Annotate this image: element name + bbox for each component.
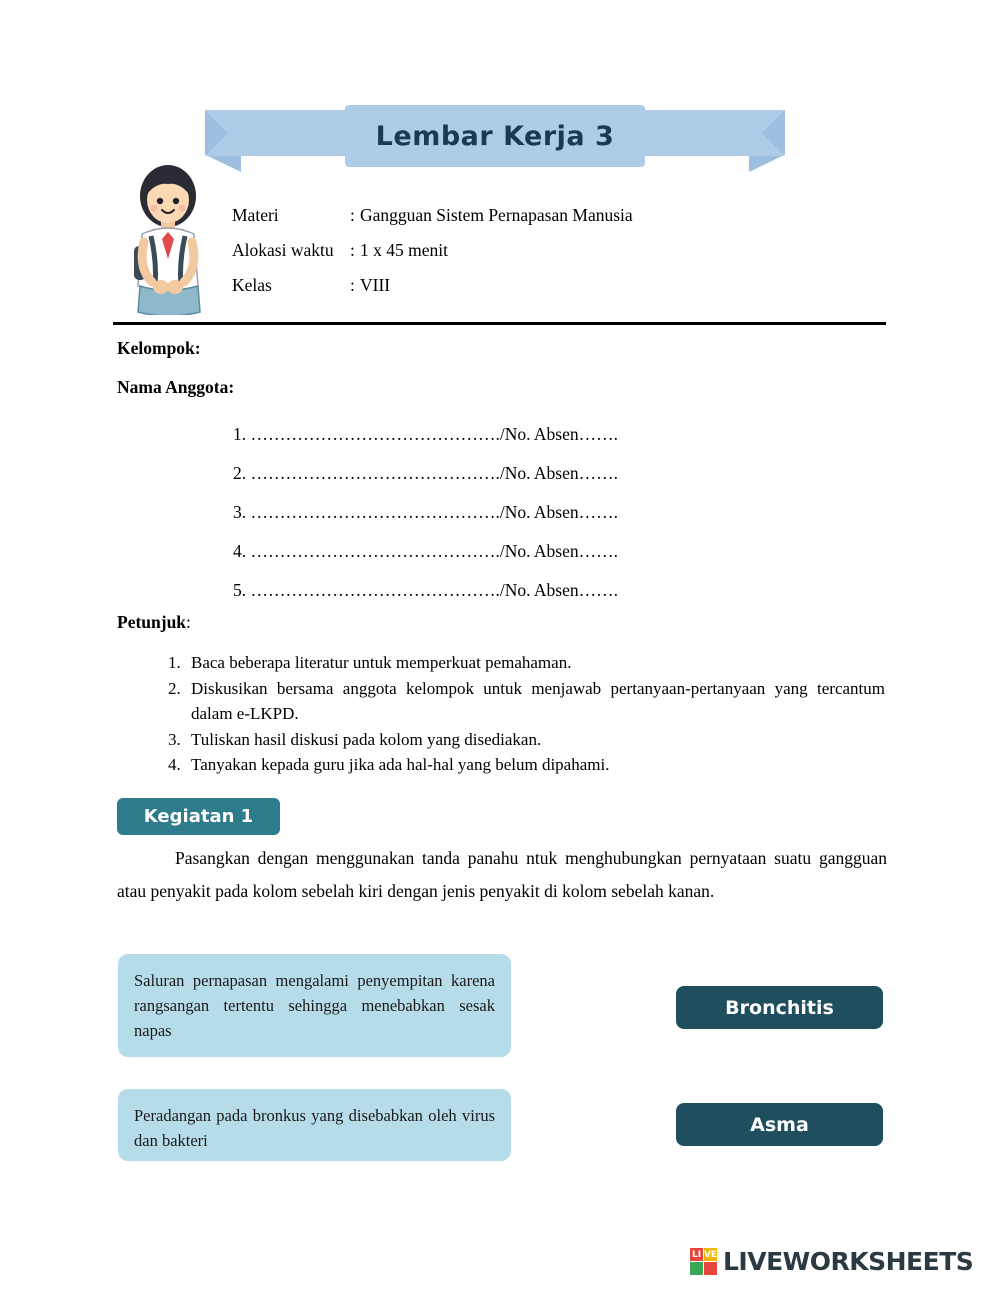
header-divider bbox=[113, 322, 886, 325]
banner-center bbox=[345, 105, 645, 167]
member-list bbox=[233, 415, 618, 610]
header-sep-materi: : bbox=[350, 205, 355, 225]
header-row-kelas bbox=[232, 268, 633, 303]
kegiatan-instruction: Pasangkan dengan menggunakan tanda panahu ntuk menghubungkan pernyataan suatu gangguan atau penyakit pada kolom sebelah kiri dengan jenis penyakit di kolom sebelah kanan. bbox=[117, 848, 887, 901]
list-item: 3. Tuliskan hasil diskusi pada kolom yang disediakan. bbox=[185, 727, 885, 753]
petunjuk-list bbox=[160, 650, 885, 778]
header-label-kelas: Kelas bbox=[232, 275, 272, 295]
logo-wordmark: LIVEWORKSHEETS bbox=[723, 1247, 974, 1276]
header-row-materi bbox=[232, 198, 633, 233]
logo-square-ve: VE bbox=[703, 1249, 718, 1260]
header-label-alokasi-waktu: Alokasi waktu bbox=[232, 240, 334, 260]
nama-anggota-label: Nama Anggota: bbox=[117, 377, 235, 397]
title-banner bbox=[200, 105, 790, 177]
header-sep-kelas: : bbox=[350, 275, 355, 295]
header-value-materi: Gangguan Sistem Pernapasan Manusia bbox=[360, 205, 633, 225]
kelompok-label: Kelompok: bbox=[117, 338, 201, 358]
answer-box-bronchitis[interactable]: Bronchitis bbox=[676, 986, 883, 1029]
header-label-materi: Materi bbox=[232, 205, 279, 225]
list-item[interactable]: 1. ……………………………………./No. Absen……. bbox=[233, 424, 618, 444]
kegiatan-badge-label: Kegiatan 1 bbox=[143, 806, 254, 827]
list-item: 4. Tanyakan kepada guru jika ada hal-hal yang belum dipahami. bbox=[185, 752, 885, 778]
header-info bbox=[232, 198, 633, 303]
header-value-kelas: VIII bbox=[360, 275, 391, 295]
kegiatan-badge bbox=[117, 798, 280, 835]
logo-square-4 bbox=[704, 1262, 717, 1275]
logo-square-li: LI bbox=[691, 1249, 702, 1260]
liveworksheets-logo bbox=[690, 1247, 973, 1276]
header-sep-alokasi-waktu: : bbox=[350, 240, 355, 260]
list-item[interactable]: 5. ……………………………………./No. Absen……. bbox=[233, 580, 618, 600]
statement-box-1[interactable]: Saluran pernapasan mengalami penyempitan karena rangsangan tertentu sehingga menebabkan sesak napas bbox=[118, 954, 511, 1057]
list-item: 1. Baca beberapa literatur untuk memperkuat pemahaman. bbox=[185, 650, 885, 676]
student-illustration bbox=[118, 160, 218, 315]
petunjuk-heading bbox=[117, 612, 191, 633]
list-item[interactable]: 4. ……………………………………./No. Absen……. bbox=[233, 541, 618, 561]
list-item: 2. Diskusikan bersama anggota kelompok untuk menjawab pertanyaan-pertanyaan yang tercantum dalam e-LKPD. bbox=[185, 676, 885, 727]
header-value-alokasi-waktu: 1 x 45 menit bbox=[360, 240, 448, 260]
logo-square-3 bbox=[690, 1262, 703, 1275]
page-title: Lembar Kerja 3 bbox=[375, 120, 615, 152]
petunjuk-heading-text: Petunjuk bbox=[117, 612, 187, 632]
header-row-alokasi-waktu bbox=[232, 233, 633, 268]
list-item[interactable]: 3. ……………………………………./No. Absen……. bbox=[233, 502, 618, 522]
answer-box-asma[interactable]: Asma bbox=[676, 1103, 883, 1146]
petunjuk-heading-colon: : bbox=[186, 612, 191, 632]
logo-squares-icon bbox=[690, 1248, 717, 1275]
statement-box-2[interactable]: Peradangan pada bronkus yang disebabkan oleh virus dan bakteri bbox=[118, 1089, 511, 1161]
list-item[interactable]: 2. ……………………………………./No. Absen……. bbox=[233, 463, 618, 483]
